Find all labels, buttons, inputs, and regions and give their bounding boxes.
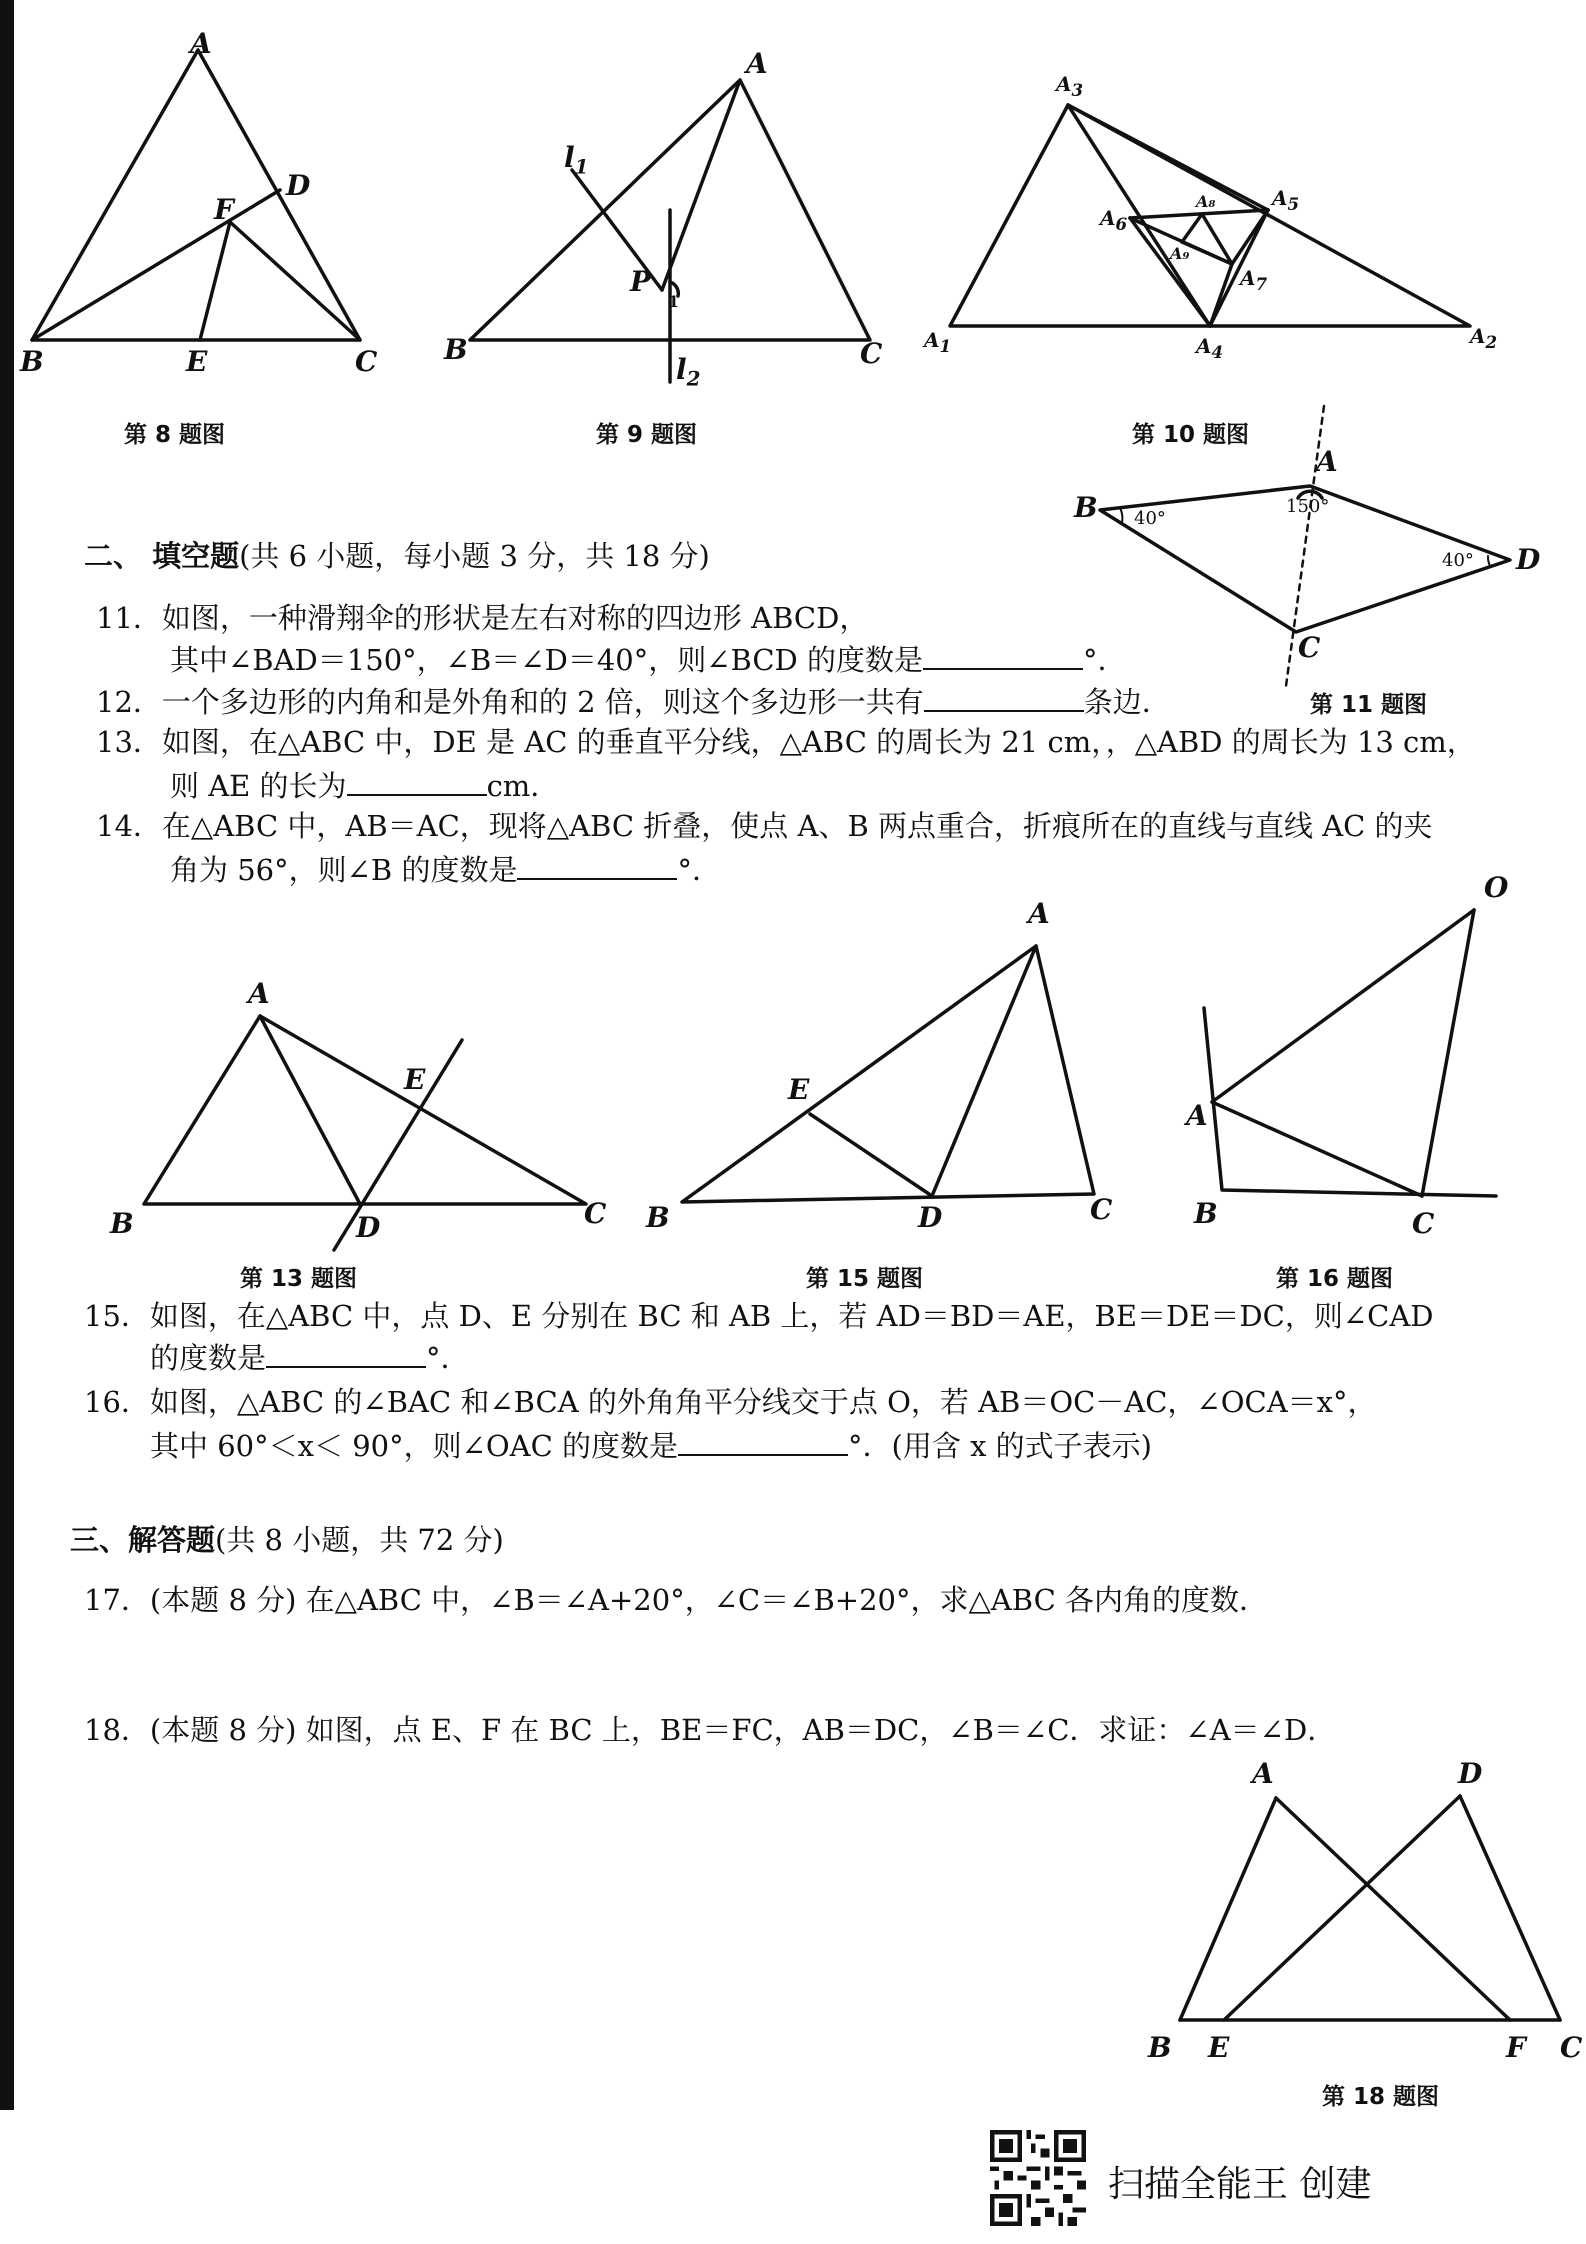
point-b-label: B bbox=[1194, 1197, 1218, 1230]
answer-blank[interactable] bbox=[517, 850, 677, 880]
figure-11 bbox=[1060, 400, 1560, 720]
figure-10-caption: 第 10 题图 bbox=[1132, 422, 1250, 448]
qr-code-icon bbox=[990, 2130, 1086, 2226]
figure-8 bbox=[0, 0, 420, 448]
question-number: 11． bbox=[96, 601, 162, 635]
figure-10 bbox=[900, 0, 1520, 448]
point-a8-label: A₈ bbox=[1196, 192, 1216, 211]
figure-11-caption: 第 11 题图 bbox=[1310, 692, 1428, 718]
question-11-line-2: 其中∠BAD＝150°，∠B＝∠D＝40°，则∠BCD 的度数是 °． bbox=[170, 640, 1127, 678]
line-l2-label: $l_2$ bbox=[676, 353, 701, 391]
point-e-label: E bbox=[404, 1063, 426, 1096]
figure-11-lines bbox=[1060, 400, 1560, 720]
section-2-title: 二、 填空题 bbox=[84, 539, 240, 573]
point-a-label: A bbox=[1028, 897, 1050, 930]
question-12: 12．一个多边形的内角和是外角和的 2 倍，则这个多边形一共有 条边． bbox=[96, 682, 1171, 720]
figure-16-caption: 第 16 题图 bbox=[1276, 1266, 1394, 1292]
question-16: 16．如图，△ABC 的∠BAC 和∠BCA 的外角角平分线交于点 O，若 AB＝OC－AC，∠OCA＝x°， bbox=[84, 1385, 1377, 1419]
question-17: 17．(本题 8 分) 在△ABC 中，∠B＝∠A+20°，∠C＝∠B+20°，求△ABC 各内角的度数． bbox=[84, 1583, 1268, 1617]
angle-d-label: 40° bbox=[1442, 550, 1474, 571]
point-d-label: D bbox=[918, 1201, 943, 1234]
figure-10-lines bbox=[900, 0, 1520, 440]
point-e-label: E bbox=[1208, 2031, 1230, 2064]
question-15-line-2: 的度数是 °． bbox=[150, 1338, 470, 1376]
point-a7-label: $A_7$ bbox=[1240, 266, 1268, 294]
question-number: 13． bbox=[96, 725, 162, 759]
line-l1-label: $l_1$ bbox=[564, 141, 589, 179]
point-a2-label: $A_2$ bbox=[1470, 324, 1498, 352]
question-number: 14． bbox=[96, 809, 162, 843]
point-e-label: E bbox=[788, 1073, 810, 1106]
point-c-label: C bbox=[1090, 1193, 1113, 1226]
point-f-label: F bbox=[1506, 2031, 1526, 2064]
point-d-label: D bbox=[1458, 1757, 1483, 1790]
point-a-label: A bbox=[248, 977, 270, 1010]
point-a9-label: A₉ bbox=[1170, 244, 1190, 263]
figure-13-caption: 第 13 题图 bbox=[240, 1266, 358, 1292]
question-number: 16． bbox=[84, 1385, 150, 1419]
answer-blank[interactable] bbox=[347, 766, 487, 796]
angle-1-label: 1 bbox=[668, 292, 680, 311]
figure-15-lines bbox=[640, 897, 1160, 1290]
answer-blank[interactable] bbox=[924, 682, 1084, 712]
angle-a-label: 150° bbox=[1286, 496, 1330, 517]
section-2-heading bbox=[84, 534, 710, 575]
answer-blank[interactable] bbox=[923, 640, 1083, 670]
question-number: 15． bbox=[84, 1299, 150, 1333]
point-a-label: A bbox=[190, 27, 212, 60]
question-16-line-2: 其中 60°＜x＜ 90°，则∠OAC 的度数是 °．(用含 x 的式子表示) bbox=[150, 1426, 1152, 1464]
point-c-label: C bbox=[860, 337, 883, 370]
point-a3-label: $A_3$ bbox=[1056, 72, 1084, 100]
point-a4-label: $A_4$ bbox=[1196, 334, 1224, 362]
point-b-label: B bbox=[110, 1207, 134, 1240]
answer-blank[interactable] bbox=[678, 1426, 848, 1456]
question-number: 18． bbox=[84, 1713, 150, 1747]
point-b-label: B bbox=[646, 1201, 670, 1234]
figure-15 bbox=[640, 897, 1160, 1292]
point-e-label: E bbox=[186, 345, 208, 378]
question-13-line-2: 则 AE 的长为 cm． bbox=[170, 766, 559, 804]
question-18: 18．(本题 8 分) 如图，点 E、F 在 BC 上，BE＝FC，AB＝DC，∠B＝∠C．求证：∠A＝∠D． bbox=[84, 1713, 1337, 1747]
question-14: 14．在△ABC 中，AB＝AC，现将△ABC 折叠，使点 A、B 两点重合，折痕所在的直线与直线 AC 的夹 bbox=[96, 809, 1433, 843]
angle-b-label: 40° bbox=[1134, 508, 1166, 529]
point-b-label: B bbox=[20, 345, 44, 378]
point-b-label: B bbox=[1148, 2031, 1172, 2064]
figure-9 bbox=[430, 0, 890, 448]
question-number: 12． bbox=[96, 685, 162, 719]
figure-18 bbox=[1130, 1750, 1583, 2120]
point-b-label: B bbox=[1074, 491, 1098, 524]
point-a6-label: $A_6$ bbox=[1100, 206, 1128, 234]
figure-9-lines bbox=[430, 0, 890, 440]
point-d-label: D bbox=[1516, 543, 1541, 576]
point-a1-label: $A_1$ bbox=[924, 328, 952, 356]
point-a-label: A bbox=[1186, 1099, 1208, 1132]
point-c-label: C bbox=[584, 1197, 607, 1230]
point-a5-label: $A_5$ bbox=[1272, 186, 1300, 214]
figure-18-caption: 第 18 题图 bbox=[1322, 2084, 1440, 2110]
point-d-label: D bbox=[356, 1211, 381, 1244]
question-11-line-1: 如图，一种滑翔伞的形状是左右对称的四边形 ABCD， bbox=[161, 601, 869, 635]
point-a-label: A bbox=[1316, 445, 1338, 478]
question-number: 17． bbox=[84, 1583, 150, 1617]
point-a-label: A bbox=[746, 47, 768, 80]
point-p-label: P bbox=[630, 265, 652, 298]
watermark-text: 扫描全能王 创建 bbox=[1108, 2164, 1372, 2205]
figure-15-caption: 第 15 题图 bbox=[806, 1266, 924, 1292]
point-c-label: C bbox=[1560, 2031, 1583, 2064]
question-14-line-2: 角为 56°，则∠B 的度数是 °． bbox=[170, 850, 721, 888]
point-c-label: C bbox=[1298, 631, 1321, 664]
point-f-label: F bbox=[214, 193, 234, 226]
point-b-label: B bbox=[444, 333, 468, 366]
section-3-note: (共 8 小题，共 72 分) bbox=[215, 1523, 504, 1557]
figure-16-lines bbox=[1180, 870, 1520, 1290]
question-13: 13．如图，在△ABC 中，DE 是 AC 的垂直平分线，△ABC 的周长为 21 cm，，△ABD 的周长为 13 cm， bbox=[96, 725, 1476, 759]
section-3-title: 三、解答题 bbox=[70, 1523, 216, 1557]
answer-blank[interactable] bbox=[266, 1338, 426, 1368]
figure-8-caption: 第 8 题图 bbox=[124, 422, 226, 448]
section-3-heading bbox=[70, 1518, 504, 1559]
figure-13 bbox=[100, 960, 620, 1290]
point-d-label: D bbox=[286, 169, 311, 202]
point-c-label: C bbox=[1412, 1207, 1435, 1240]
point-c-label: C bbox=[355, 345, 378, 378]
point-o-label: O bbox=[1484, 871, 1509, 904]
figure-9-caption: 第 9 题图 bbox=[596, 422, 698, 448]
section-2-note: (共 6 小题，每小题 3 分，共 18 分) bbox=[239, 539, 710, 573]
question-11 bbox=[96, 600, 868, 636]
figure-18-lines bbox=[1130, 1750, 1570, 2120]
point-a-label: A bbox=[1252, 1757, 1274, 1790]
figure-16 bbox=[1180, 870, 1520, 1290]
question-15: 15．如图，在△ABC 中，点 D、E 分别在 BC 和 AB 上，若 AD＝BD＝AE，BE＝DE＝DC，则∠CAD bbox=[84, 1299, 1434, 1333]
